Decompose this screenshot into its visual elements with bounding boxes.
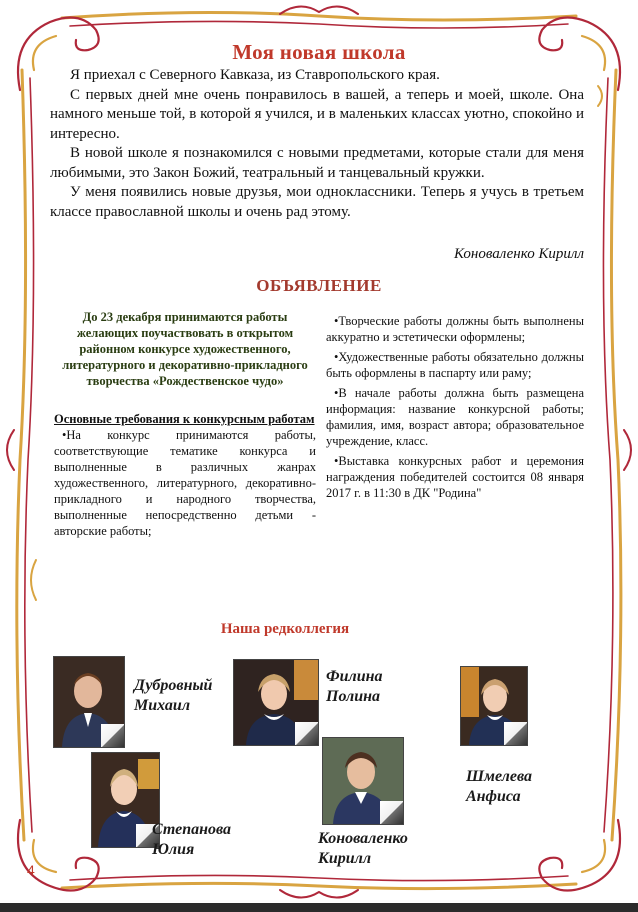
- page-curl-decoration: [295, 722, 319, 746]
- article-author: Коноваленко Кирилл: [454, 246, 584, 262]
- article-paragraph: Я приехал с Северного Кавказа, из Ставропольского края.: [70, 67, 440, 83]
- page-curl-decoration: [380, 801, 404, 825]
- announcement-title: ОБЪЯВЛЕНИЕ: [256, 276, 382, 295]
- bottom-edge-bar: [0, 903, 638, 912]
- frame-top-line: [62, 12, 576, 20]
- member-name: Степанова Юлия: [152, 821, 232, 858]
- announcement-left-column: [54, 309, 316, 539]
- corner-ornament-bottom-left: [18, 820, 99, 891]
- page-curl-decoration: [504, 722, 528, 746]
- member-photo: [53, 656, 125, 748]
- member-name: Дубровный Михаил: [134, 677, 213, 714]
- requirement-item: •Выставка конкурсных работ и церемония награждения победителей состоится 08 января 2017 г. в 11:30 в ДК "Родина": [326, 454, 584, 500]
- page-number: 4: [27, 862, 35, 878]
- member-name: Шмелева Анфиса: [466, 768, 533, 805]
- member-photo: [233, 659, 319, 746]
- member-photo: [460, 666, 528, 746]
- member-photo: [91, 752, 160, 848]
- member-name: Филина Полина: [326, 668, 383, 705]
- requirement-item: •На конкурс принимаются работы, соответствующие тематике конкурса и выполненные в различных жанрах художественного, литературного, декоративно-прикладного и народного творчества, выполненные непосредственно детьми - авторские работы;: [54, 428, 316, 538]
- requirements-heading: Основные требования к конкурсным работам: [54, 412, 315, 426]
- article-paragraph: С первых дней мне очень понравилось в вашей, а теперь и моей, школе. Она намного меньше той, в которой я учился, и в маленьких классах уютно, спокойно и интересно.: [50, 86, 584, 142]
- corner-ornament-bottom-right: [539, 820, 620, 891]
- editorial-title: Наша редколлегия: [220, 621, 350, 637]
- requirement-item: •Творческие работы должны быть выполнены аккуратно и эстетически оформлены;: [326, 314, 584, 344]
- member-name: Коноваленко Кирилл: [318, 830, 408, 867]
- page-curl-decoration: [101, 724, 125, 748]
- requirement-item: •Художественные работы обязательно должны быть оформлены в паспарту или раму;: [326, 350, 584, 380]
- member-photo: [322, 737, 404, 825]
- requirement-item: •В начале работы должна быть размещена информация: название конкурсной работы; фамилия, имя, возраст автора; образовательное учреждение, класс.: [326, 386, 584, 448]
- article-paragraph: В новой школе я познакомился с новыми предметами, которые стали для меня любимыми, это Закон Божий, театральный и танцевальный кружки.: [50, 145, 584, 181]
- frame-right-line: [611, 70, 620, 840]
- article-paragraph: У меня появились новые друзья, мои одноклассники. Теперь я учусь в третьем классе православной школы и очень рад этому.: [50, 184, 584, 220]
- frame-left-line: [17, 70, 26, 840]
- article-title: Моя новая школа: [232, 40, 406, 64]
- announcement-lead: До 23 декабря принимаются работы желающих поучаствовать в открытом районном конкурсе художественного, литературного и декоративно-прикладного творчества «Рождественское чудо»: [62, 310, 308, 388]
- announcement-right-column: [326, 313, 584, 501]
- article-body: [50, 66, 584, 222]
- frame-bottom-line: [62, 883, 576, 888]
